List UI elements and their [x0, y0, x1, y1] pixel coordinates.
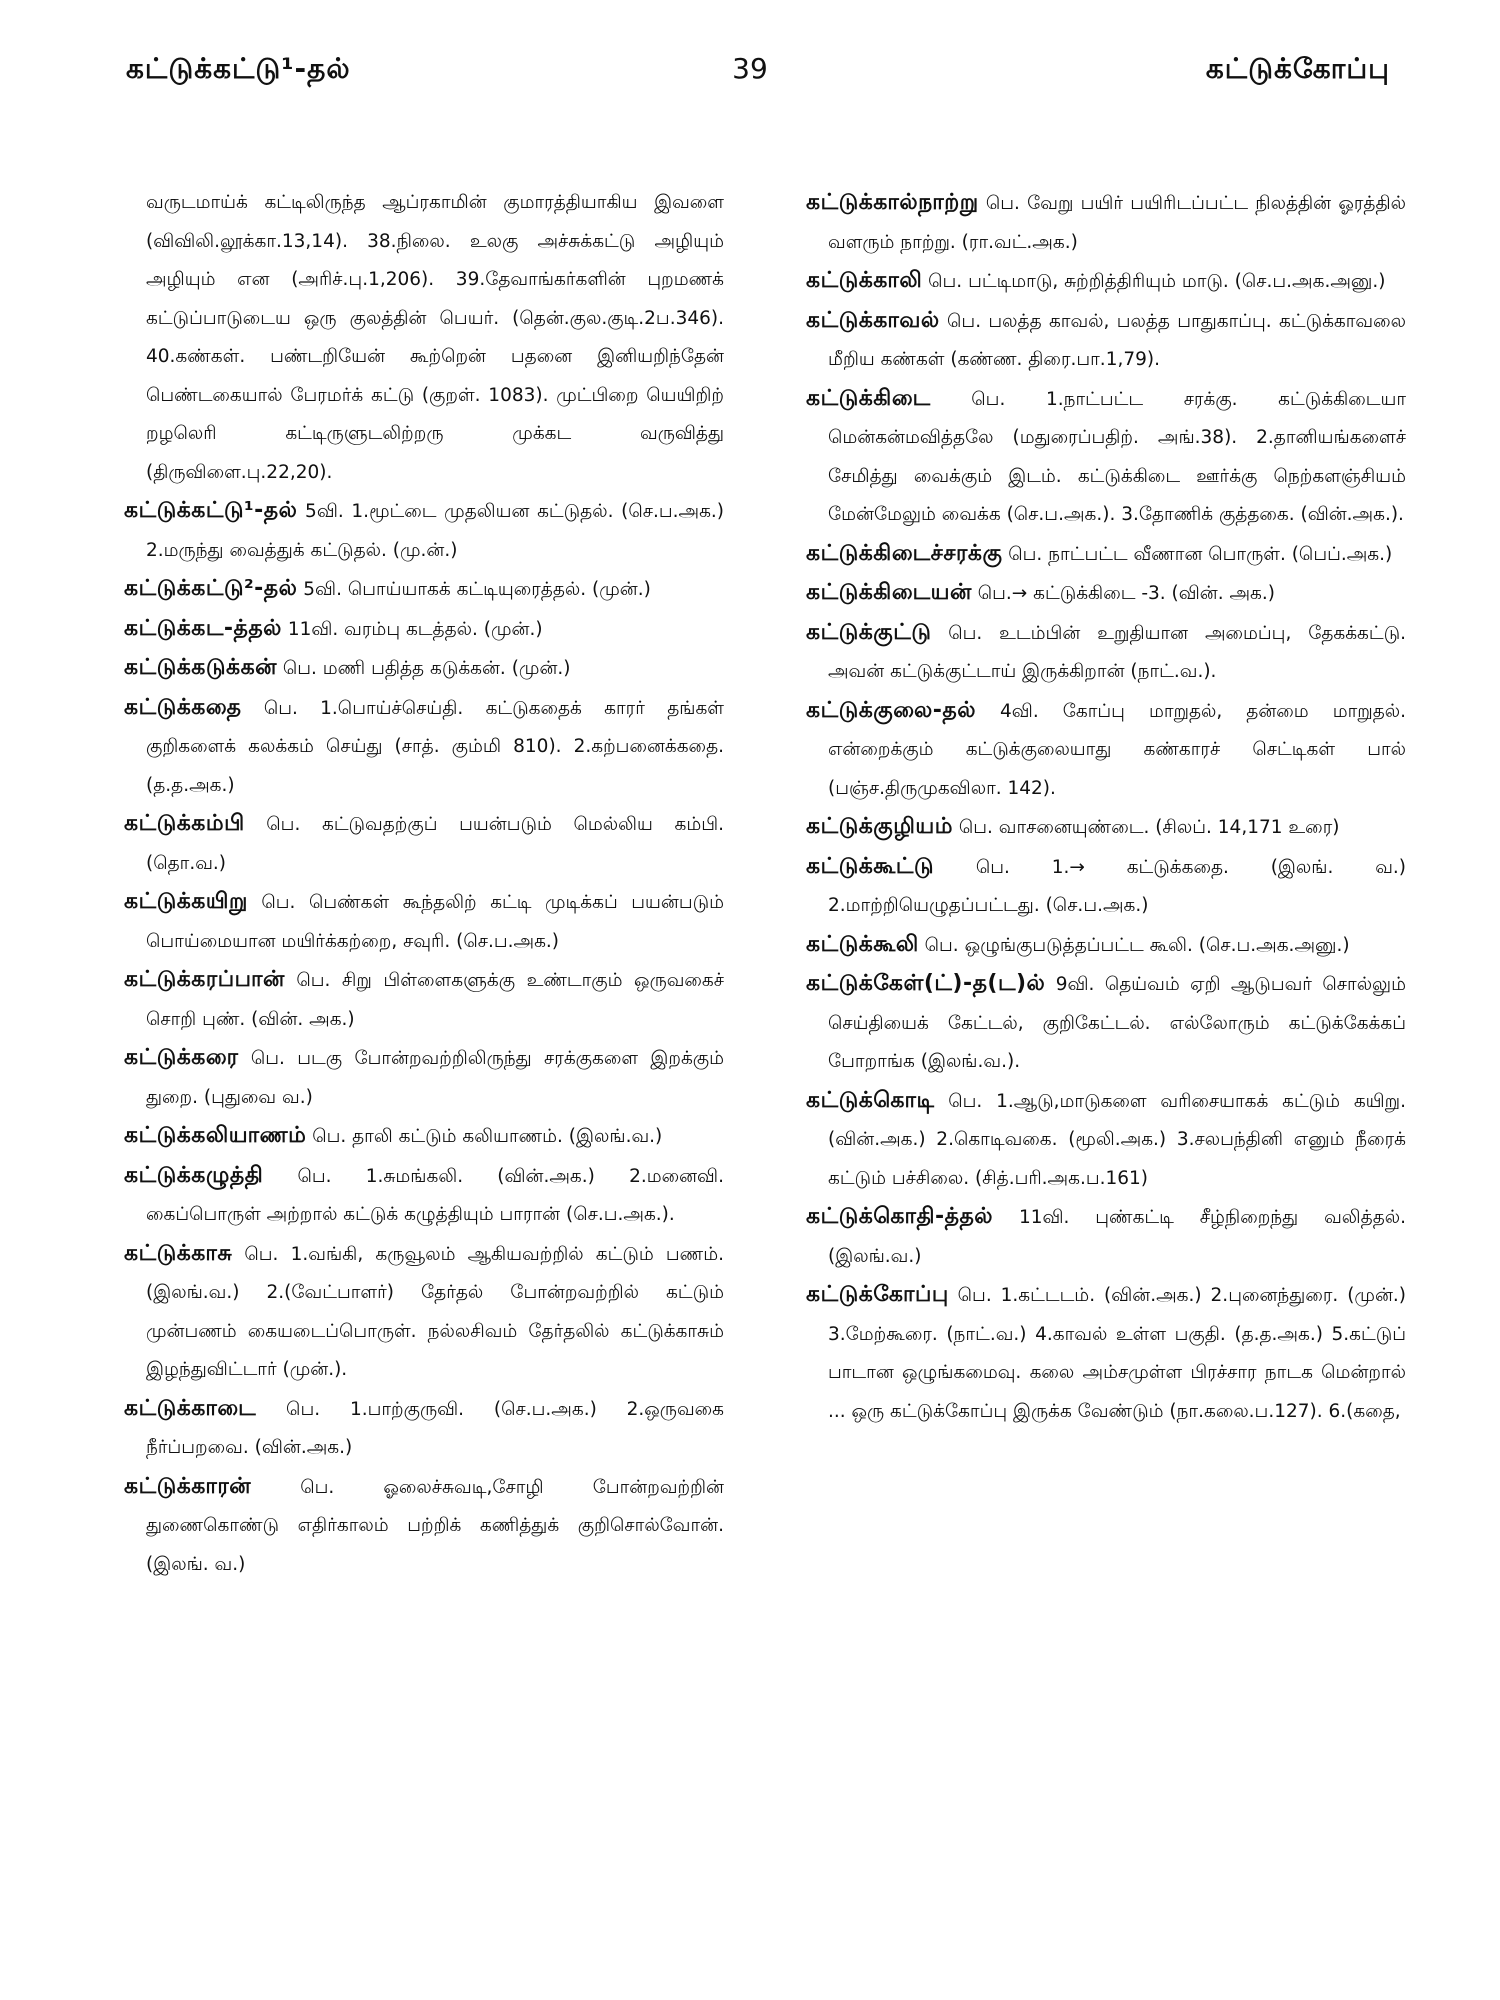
entry-definition: பெ. 1.நாட்பட்ட சரக்கு. கட்டுக்கிடையா மென்கன்மவித்தலே (மதுரைப்பதிற். அங்.38). 2.தானியங்களைச் சேமித்து வைக்கும் இடம். கட்டுக்கிடை ஊர்க்கு நெற்களஞ்சியம் மேன்மேலும் வைக்க (செ.ப.அக.). 3.தோணிக் குத்தகை. (வின்.அக.). — [828, 388, 1406, 525]
entry-headword: கட்டுக்கிடை — [806, 385, 931, 411]
entry-headword: கட்டுக்கம்பி — [124, 811, 245, 836]
entry-headword: கட்டுக்கட்டு²-தல் — [124, 576, 298, 601]
dictionary-entry — [806, 1276, 1406, 1431]
entry-headword: கட்டுக்கலியாணம் — [124, 1123, 307, 1148]
entry-headword: கட்டுக்கூட்டு — [806, 853, 935, 879]
dictionary-entry — [124, 1157, 724, 1235]
entry-definition: 9வி. தெய்வம் ஏறி ஆடுபவர் சொல்லும் செய்தியைக் கேட்டல், குறிகேட்டல். எல்லோரும் கட்டுக்கேக்கப் போறாங்க (இலங்.வ.). — [828, 974, 1406, 1072]
dictionary-entry — [806, 965, 1406, 1082]
dictionary-entry — [124, 492, 724, 570]
entry-definition: பெ. 1.பொய்ச்செய்தி. கட்டுகதைக் காரர் தங்கள் குறிகளைக் கலக்கம் செய்து (சாத். கும்மி 810). 2.கற்பனைக்கதை. (த.த.அக.) — [146, 697, 724, 796]
entry-headword: கட்டுக்கழுத்தி — [124, 1162, 264, 1188]
entry-headword: கட்டுக்கட்டு¹-தல் — [124, 498, 298, 523]
entry-definition: பெ. நாட்பட்ட வீணான பொருள். (பெப்.அக.) — [1002, 543, 1393, 565]
dictionary-entry — [124, 1039, 724, 1117]
running-head-left: கட்டுக்கட்டு¹-தல் — [126, 52, 351, 85]
entry-definition: பெ. 1.கட்டடம். (வின்.அக.) 2.புனைந்துரை. (முன்.) 3.மேற்கூரை. (நாட்.வ.) 4.காவல் உள்ள பகுதி. (த.த.அக.) 5.கட்டுப் பாடான ஒழுங்கமைவு. கலை அம்சமுள்ள பிரச்சார நாடக மென்றால் ... ஒரு கட்டுக்கோப்பு இருக்க வேண்டும் (நா.கலை.ப.127). 6.(கதை, — [828, 1285, 1406, 1422]
entry-definition: பெ. 1.ஆடு,மாடுகளை வரிசையாகக் கட்டும் கயிறு. (வின்.அக.) 2.கொடிவகை. (மூலி.அக.) 3.சலபந்தினி எனும் நீரைக் கட்டும் பச்சிலை. (சித்.பரி.அக.ப.161) — [828, 1090, 1406, 1189]
dictionary-entry — [124, 805, 724, 883]
entry-headword: கட்டுக்கிடையன் — [806, 580, 972, 605]
entry-headword: கட்டுக்கொதி-த்தல் — [806, 1204, 994, 1229]
entry-definition: பெ. வேறு பயிர் பயிரிடப்பட்ட நிலத்தின் ஓரத்தில் வளரும் நாற்று. (ரா.வட்.அக.) — [828, 193, 1406, 253]
entry-headword: கட்டுக்குலை-தல் — [806, 697, 977, 723]
entry-headword: கட்டுக்கூலி — [806, 931, 919, 957]
entry-definition: பெ. பெண்கள் கூந்தலிற் கட்டி முடிக்கப் பயன்படும் பொய்மையான மயிர்க்கற்றை, சவுரி. (செ.ப.அக.) — [146, 892, 724, 952]
dictionary-entry — [806, 808, 1406, 848]
entry-definition: பெ. 1.சுமங்கலி. (வின்.அக.) 2.மனைவி. கைப்பொருள் அற்றால் கட்டுக் கழுத்தியும் பாரான் (செ.ப.அக.). — [146, 1165, 724, 1225]
entry-definition: பெ. 1.வங்கி, கருவூலம் ஆகியவற்றில் கட்டும் பணம். (இலங்.வ.) 2.(வேட்பாளர்) தேர்தல் போன்றவற்றில் கட்டும் முன்பணம் கையடைப்பொருள். நல்லசிவம் தேர்தலில் கட்டுக்காசும் இழந்துவிட்டார் (முன்.). — [146, 1243, 724, 1380]
entry-headword: கட்டுக்காரன் — [124, 1473, 252, 1499]
entry-definition: 11வி. புண்கட்டி சீழ்நிறைந்து வலித்தல். (இலங்.வ.) — [828, 1207, 1406, 1267]
dictionary-entry — [806, 1082, 1406, 1199]
page-number: 39 — [732, 52, 768, 85]
entry-headword: கட்டுக்கோப்பு — [806, 1282, 949, 1307]
entry-definition: பெ.→ கட்டுக்கிடை -3. (வின். அக.) — [971, 583, 1275, 604]
entry-headword: கட்டுக்குட்டு — [806, 619, 932, 645]
dictionary-entry — [124, 184, 724, 492]
entry-definition: 4வி. கோப்பு மாறுதல், தன்மை மாறுதல். என்றைக்கும் கட்டுக்குலையாது கண்காரச் செட்டிகள் பால் (பஞ்ச.திருமுகவிலா. 142). — [828, 700, 1406, 799]
entry-headword: கட்டுக்கட-த்தல் — [124, 615, 282, 641]
entry-definition: பெ. தாலி கட்டும் கலியாணம். (இலங்.வ.) — [306, 1126, 663, 1147]
entry-definition: பெ. பலத்த காவல், பலத்த பாதுகாப்பு. கட்டுக்காவலை மீறிய கண்கள் (கண்ண. திரை.பா.1,79). — [828, 310, 1406, 370]
entry-definition: 5வி. 1.மூட்டை முதலியன கட்டுதல். (செ.ப.அக.) 2.மருந்து வைத்துக் கட்டுதல். (மு.ன்.) — [146, 501, 724, 561]
dictionary-entry — [806, 535, 1406, 575]
entry-headword: கட்டுக்கடுக்கன் — [124, 655, 277, 680]
entry-headword: கட்டுக்காலி — [806, 268, 923, 293]
entry-definition: பெ. கட்டுவதற்குப் பயன்படும் மெல்லிய கம்பி. (தொ.வ.) — [146, 814, 724, 874]
dictionary-entry — [124, 1117, 724, 1157]
dictionary-entry — [806, 302, 1406, 380]
entry-definition: பெ. ஓலைச்சுவடி,சோழி போன்றவற்றின் துணைகொண்டு எதிர்காலம் பற்றிக் கணித்துக் குறிசொல்வோன். (இலங். வ.) — [146, 1476, 724, 1575]
dictionary-entry — [806, 692, 1406, 809]
entry-headword: கட்டுக்கரப்பான் — [124, 967, 285, 992]
entry-definition: வருடமாய்க் கட்டிலிருந்த ஆப்ரகாமின் குமாரத்தியாகிய இவளை (விவிலி.லூக்கா.13,14). 38.நிலை. உலகு அச்சுக்கட்டு அழியும் அழியும் என (அரிச்.பு.1,206). 39.தேவாங்கர்களின் புறமணக் கட்டுப்பாடுடைய ஒரு குலத்தின் பெயர். (தென்.குல.குடி.2ப.346). 40.கண்கள். பண்டறியேன் கூற்றென் பதனை இனியறிந்தேன் பெண்டகையால் பேரமர்க் கட்டு (குறள். 1083). முட்பிறை யெயிறிற் றழலெரி கட்டிருளுடலிற்றரு முக்கட வருவித்து (திருவிளை.பு.22,20). — [146, 192, 724, 483]
entry-definition: 5வி. பொய்யாகக் கட்டியுரைத்தல். (முன்.) — [297, 579, 651, 600]
entry-headword: கட்டுக்கயிறு — [124, 889, 248, 914]
entry-definition: பெ. வாசனையுண்டை. (சிலப். 14,171 உரை) — [952, 817, 1340, 838]
entry-headword: கட்டுக்கதை — [124, 694, 242, 720]
running-head-right: கட்டுக்கோப்பு — [1205, 52, 1390, 85]
dictionary-entry — [806, 614, 1406, 692]
entry-headword: கட்டுக்காவல் — [806, 307, 940, 333]
entry-headword: கட்டுக்காடை — [124, 1395, 257, 1421]
entry-headword: கட்டுக்கேள்(ட்)-த(ட)ல் — [806, 971, 1046, 996]
dictionary-entry — [806, 262, 1406, 302]
dictionary-entry — [806, 926, 1406, 966]
dictionary-entry — [806, 1198, 1406, 1276]
dictionary-entry — [806, 380, 1406, 535]
entry-headword: கட்டுக்கிடைச்சரக்கு — [806, 540, 1003, 566]
entry-definition: பெ. படகு போன்றவற்றிலிருந்து சரக்குகளை இறக்கும் துறை. (புதுவை வ.) — [146, 1048, 724, 1108]
entry-definition: பெ. பட்டிமாடு, சுற்றித்திரியும் மாடு. (செ.ப.அக.அனு.) — [922, 271, 1386, 292]
entry-definition: பெ. ஒழுங்குபடுத்தப்பட்ட கூலி. (செ.ப.அக.அனு.) — [918, 934, 1350, 956]
entry-definition: பெ. மணி பதித்த கடுக்கன். (முன்.) — [276, 658, 571, 679]
dictionary-entry — [124, 1390, 724, 1468]
entry-definition: பெ. 1.பாற்குருவி. (செ.ப.அக.) 2.ஒருவகை நீர்ப்பறவை. (வின்.அக.) — [146, 1398, 724, 1458]
dictionary-entry — [124, 961, 724, 1039]
dictionary-entry — [124, 610, 724, 650]
dictionary-entry — [806, 574, 1406, 614]
entry-headword: கட்டுக்குழியம் — [806, 814, 953, 839]
entry-definition: பெ. உடம்பின் உறுதியான அமைப்பு, தேகக்கட்டு. அவன் கட்டுக்குட்டாய் இருக்கிறான் (நாட்.வ.). — [828, 622, 1406, 682]
entry-headword: கட்டுக்கால்நாற்று — [806, 190, 979, 215]
dictionary-entry — [124, 1235, 724, 1390]
dictionary-entry — [124, 1468, 724, 1585]
dictionary-entry — [124, 649, 724, 689]
entry-headword: கட்டுக்கரை — [124, 1045, 239, 1070]
entry-headword: கட்டுக்காசு — [124, 1240, 233, 1266]
entry-definition: பெ. 1.→ கட்டுக்கதை. (இலங். வ.) 2.மாற்றியெழுதப்பட்டது. (செ.ப.அக.) — [828, 856, 1406, 916]
dictionary-entry — [124, 883, 724, 961]
right-column — [806, 184, 1406, 1431]
dictionary-entry — [806, 848, 1406, 926]
left-column — [124, 184, 724, 1584]
entry-headword: கட்டுக்கொடி — [806, 1087, 935, 1113]
dictionary-entry — [124, 570, 724, 610]
entry-definition: 11வி. வரம்பு கடத்தல். (முன்.) — [281, 618, 543, 640]
dictionary-entry — [124, 689, 724, 806]
entry-definition: பெ. சிறு பிள்ளைகளுக்கு உண்டாகும் ஒருவகைச் சொறி புண். (வின். அக.) — [146, 970, 724, 1030]
dictionary-entry — [806, 184, 1406, 262]
